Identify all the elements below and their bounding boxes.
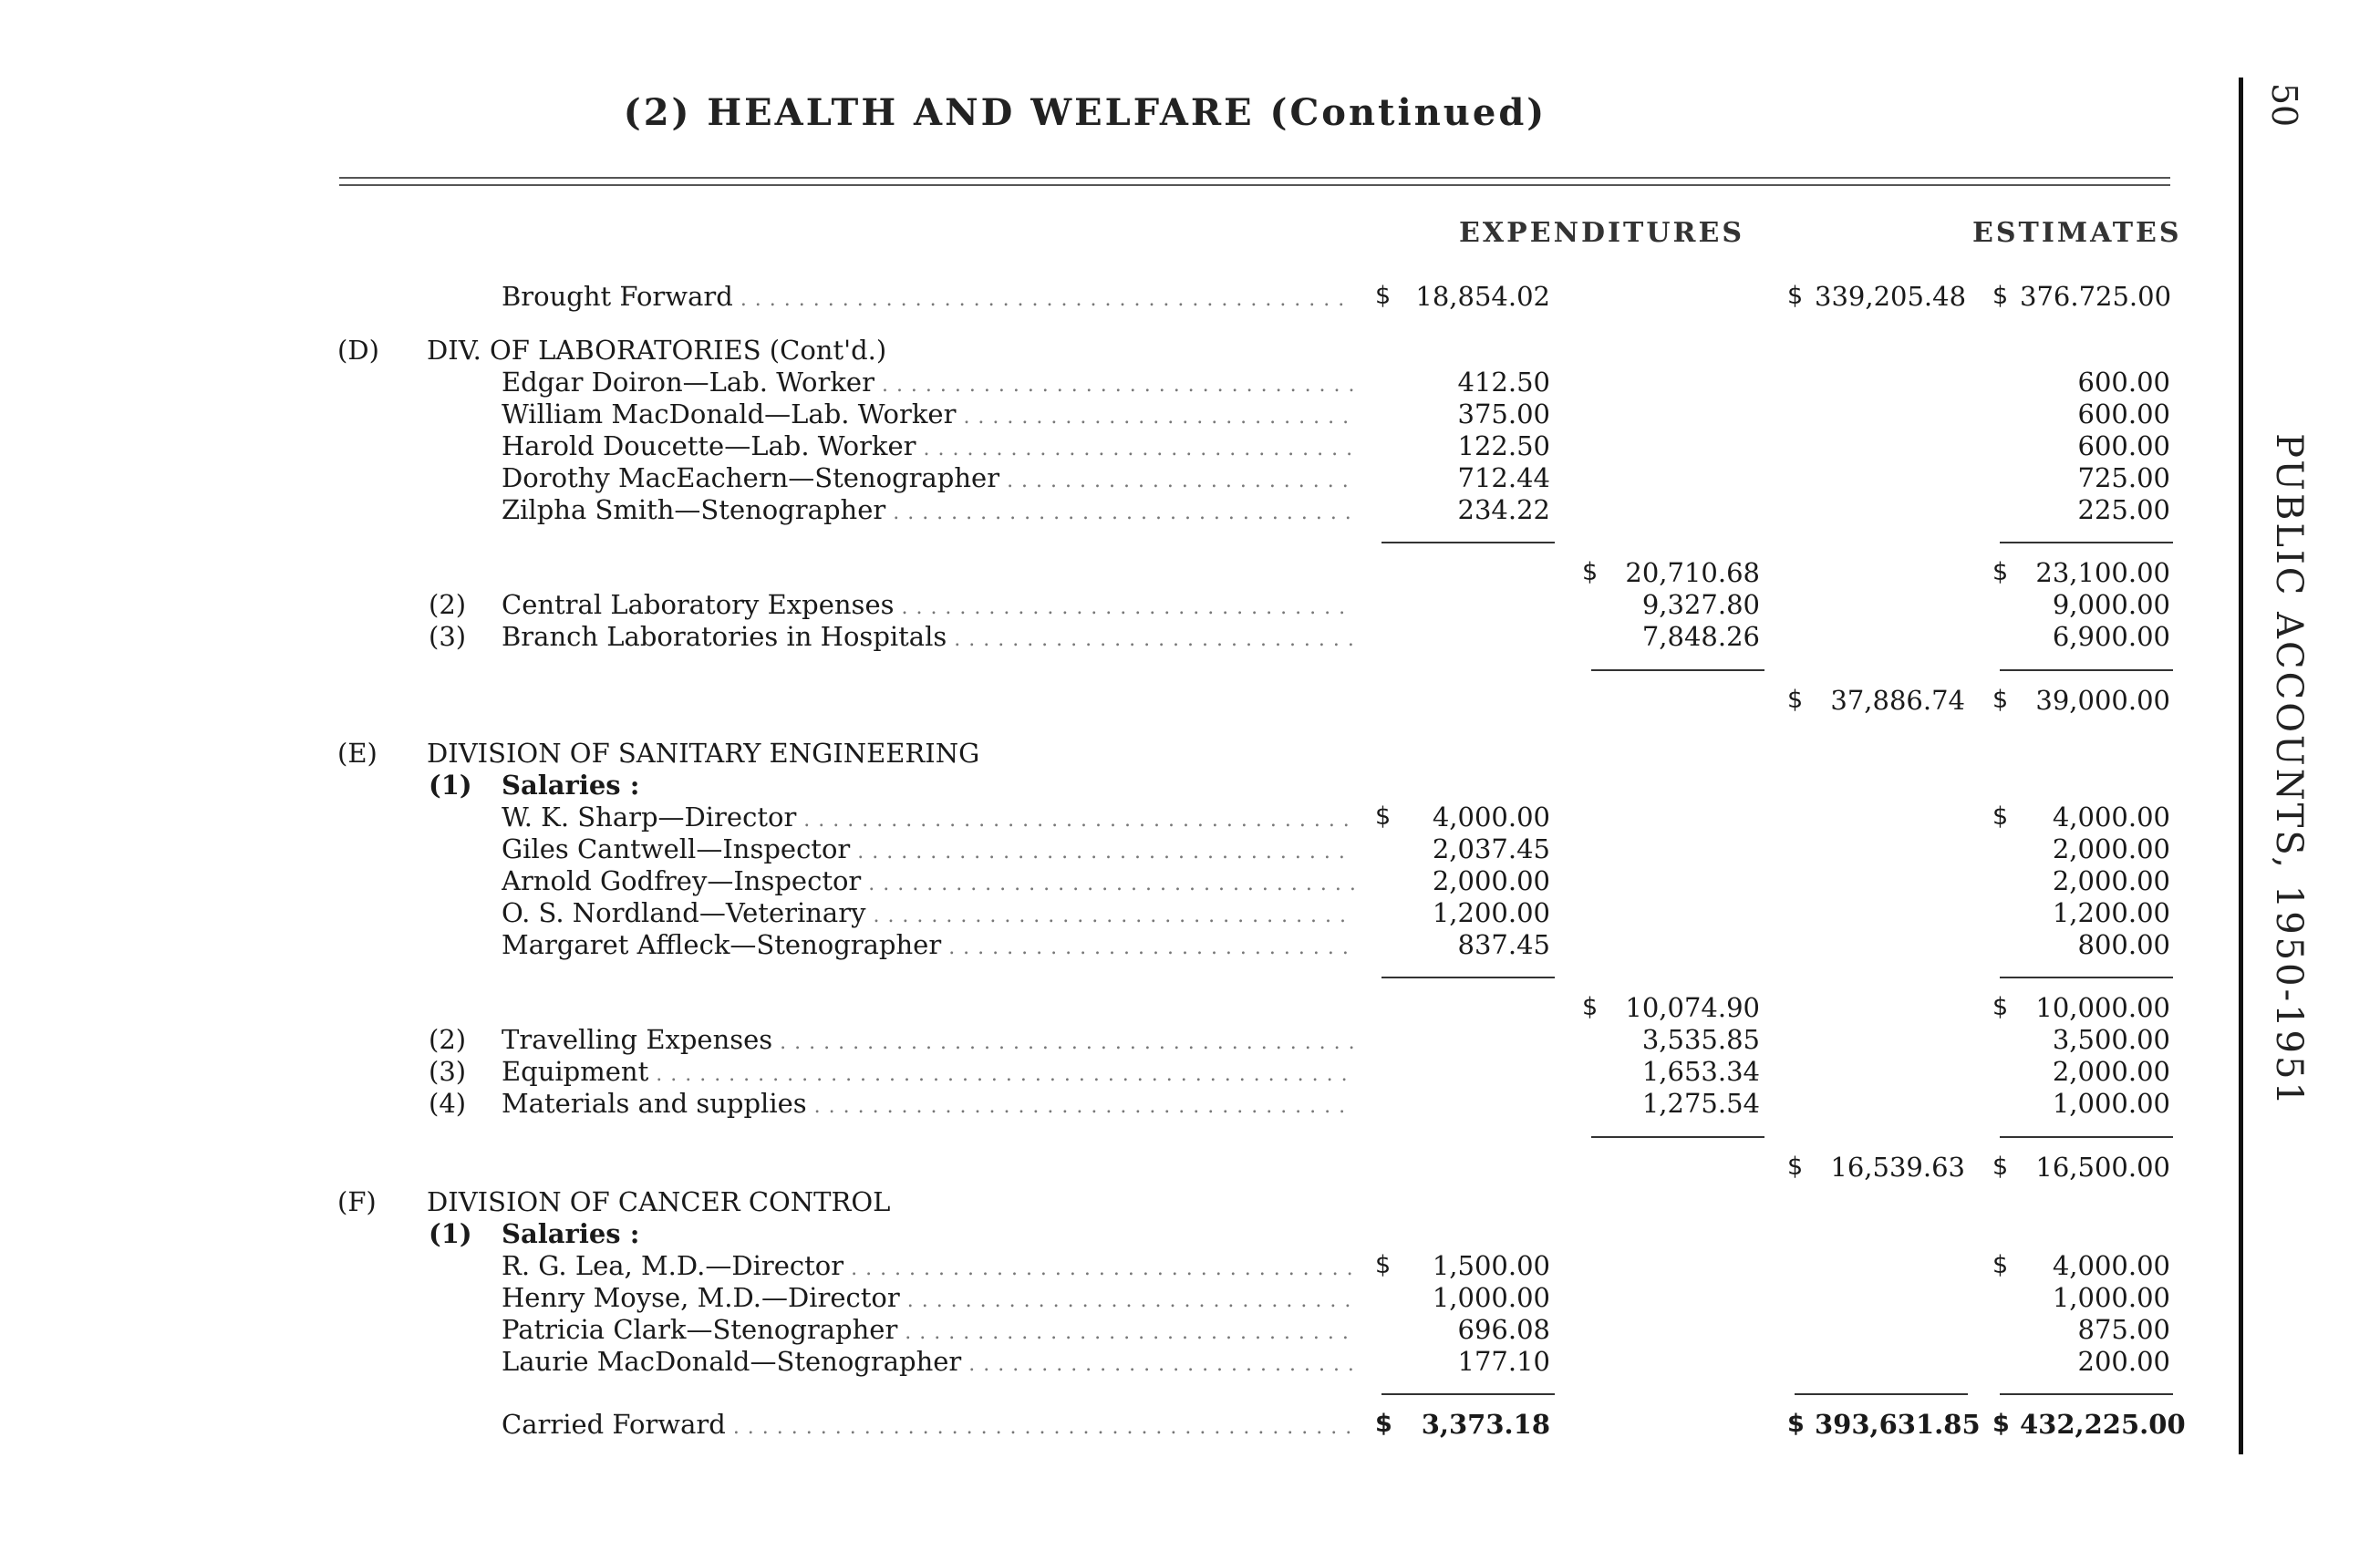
page-title: (2) HEALTH AND WELFARE (Continued) — [623, 91, 1547, 134]
expenditure-value: 1,653.34 — [1641, 1056, 1760, 1087]
section-heading-d — [0, 334, 2189, 367]
estimate-value: 4,000.00 — [2052, 802, 2170, 833]
expenditure-total: 37,886.74 — [1830, 685, 1965, 716]
row-label: Giles Cantwell—Inspector . . . — [502, 833, 1354, 869]
row-label: Carried Forward . . . — [502, 1408, 1354, 1444]
estimate-value: 2,000.00 — [2052, 1056, 2170, 1087]
item-number: (1) — [429, 1218, 472, 1249]
row-label: Brought Forward . . . — [502, 280, 1354, 316]
margin-bar — [2239, 78, 2243, 1454]
table-row — [0, 1281, 2189, 1314]
row-label: William MacDonald—Lab. Worker . . . — [502, 398, 1354, 434]
estimate-value: 2,000.00 — [2052, 833, 2170, 864]
dollar-sign: $ — [1787, 282, 1804, 310]
estimate-value: 725.00 — [2077, 462, 2170, 493]
row-label: Equipment . . . — [502, 1055, 1354, 1091]
section-total-row — [0, 684, 2189, 717]
dollar-sign: $ — [1375, 1251, 1392, 1279]
brought-forward-row — [0, 280, 2189, 313]
table-row — [0, 429, 2189, 462]
row-label: Dorothy MacEachern—Stenographer . . . — [502, 461, 1354, 498]
subtotal-row — [0, 556, 2189, 589]
item-number: (2) — [429, 589, 467, 620]
total-rule — [2000, 1136, 2173, 1138]
table-row — [0, 864, 2189, 897]
estimate-value: 9,000.00 — [2052, 589, 2170, 620]
expenditure-value: 2,000.00 — [1432, 865, 1550, 896]
total-rule — [1795, 1393, 1968, 1395]
estimate-value: 6,900.00 — [2052, 621, 2170, 652]
total-rule — [1381, 1393, 1555, 1395]
section-title: DIVISION OF SANITARY ENGINEERING — [427, 738, 980, 769]
row-label: Zilpha Smith—Stenographer . . . — [502, 493, 1354, 530]
title-rule-bottom — [339, 184, 2170, 186]
row-label: Henry Moyse, M.D.—Director . . . — [502, 1281, 1354, 1318]
dollar-sign: $ — [1992, 802, 2009, 831]
subtotal-rule — [2000, 542, 2173, 543]
dollar-sign: $ — [1992, 1410, 2010, 1438]
expenditures-header: EXPENDITURES — [1459, 217, 1744, 249]
estimate-value: 1,000.00 — [2052, 1282, 2170, 1313]
row-label: Arnold Godfrey—Inspector . . . — [502, 864, 1354, 901]
estimate-value: 1,000.00 — [2052, 1088, 2170, 1119]
subtotal-rule — [2000, 977, 2173, 978]
table-row — [0, 620, 2189, 653]
expenditure-value: 1,275.54 — [1641, 1088, 1760, 1119]
dollar-sign: $ — [1582, 993, 1599, 1021]
row-label: W. K. Sharp—Director . . . — [502, 801, 1354, 837]
estimate-value: 4,000.00 — [2052, 1250, 2170, 1281]
expenditure-value: 7,848.26 — [1641, 621, 1760, 652]
estimate-value: 2,000.00 — [2052, 865, 2170, 896]
section-letter: (E) — [337, 738, 378, 769]
total-rule — [2000, 669, 2173, 671]
dollar-sign: $ — [1375, 282, 1392, 310]
estimate-value: 376.725.00 — [2020, 281, 2172, 312]
estimate-subtotal: 23,100.00 — [2035, 557, 2170, 588]
dollar-sign: $ — [1992, 282, 2009, 310]
section-total-row — [0, 1151, 2189, 1184]
dollar-sign: $ — [1787, 1153, 1804, 1181]
estimate-value: 3,500.00 — [2052, 1024, 2170, 1055]
total-rule — [2000, 1393, 2173, 1395]
expenditure-subtotal: 20,710.68 — [1625, 557, 1760, 588]
item-number: (2) — [429, 1024, 467, 1055]
dollar-sign: $ — [1992, 1153, 2009, 1181]
subtotal-row — [0, 991, 2189, 1024]
section-title: DIVISION OF CANCER CONTROL — [427, 1186, 891, 1217]
row-label: Edgar Doiron—Lab. Worker . . . — [502, 366, 1354, 402]
row-label: Travelling Expenses . . . — [502, 1023, 1354, 1060]
row-label: Harold Doucette—Lab. Worker . . . — [502, 429, 1354, 466]
estimate-value: 600.00 — [2077, 430, 2170, 461]
section-letter: (D) — [337, 335, 379, 366]
estimate-subtotal: 10,000.00 — [2035, 992, 2170, 1023]
table-row — [0, 366, 2189, 398]
row-label: O. S. Nordland—Veterinary . . . — [502, 896, 1354, 933]
running-head: PUBLIC ACCOUNTS, 1950-1951 — [2268, 433, 2310, 1108]
table-row — [0, 398, 2189, 430]
item-number: (3) — [429, 1056, 467, 1087]
section-letter: (F) — [337, 1186, 377, 1217]
row-label: Laurie MacDonald—Stenographer . . . — [502, 1345, 1354, 1381]
table-row — [0, 896, 2189, 929]
row-label: R. G. Lea, M.D.—Director . . . — [502, 1249, 1354, 1286]
expenditure-value: 9,327.80 — [1641, 589, 1760, 620]
table-row — [0, 493, 2189, 526]
salaries-label: Salaries : — [502, 1218, 640, 1249]
expenditure-value: 3,535.85 — [1641, 1024, 1760, 1055]
estimate-value: 875.00 — [2077, 1314, 2170, 1345]
estimate-total: 16,500.00 — [2035, 1152, 2170, 1183]
estimate-value: 600.00 — [2077, 398, 2170, 429]
row-label: Materials and supplies . . . — [502, 1087, 1354, 1123]
table-row — [0, 1087, 2189, 1120]
expenditure-total: 16,539.63 — [1830, 1152, 1965, 1183]
expenditure-value: 18,854.02 — [1415, 281, 1550, 312]
table-row — [0, 1249, 2189, 1282]
dollar-sign: $ — [1787, 1410, 1805, 1438]
item-number: (1) — [429, 770, 472, 801]
table-row — [0, 588, 2189, 621]
expenditure-value: 1,200.00 — [1432, 897, 1550, 928]
section-title: DIV. OF LABORATORIES (Cont'd.) — [427, 335, 887, 366]
section-heading-f — [0, 1185, 2189, 1218]
table-row — [0, 928, 2189, 961]
subtotal-rule — [1381, 542, 1555, 543]
expenditure-value: 837.45 — [1457, 929, 1550, 960]
dollar-sign: $ — [1992, 686, 2009, 714]
table-row — [0, 801, 2189, 833]
row-label: Margaret Affleck—Stenographer . . . — [502, 928, 1354, 965]
expenditure-value: 412.50 — [1457, 367, 1550, 398]
subtotal-rule — [1381, 977, 1555, 978]
dollar-sign: $ — [1787, 686, 1804, 714]
section-heading-e — [0, 737, 2189, 770]
estimate-value: 225.00 — [2077, 494, 2170, 525]
dollar-sign: $ — [1375, 1410, 1392, 1438]
expenditure-value: 1,000.00 — [1432, 1282, 1550, 1313]
salaries-label: Salaries : — [502, 770, 640, 801]
expenditure-value: 375.00 — [1457, 398, 1550, 429]
estimate-total: 39,000.00 — [2035, 685, 2170, 716]
row-label: Patricia Clark—Stenographer . . . — [502, 1313, 1354, 1350]
table-row — [0, 1023, 2189, 1056]
dollar-sign: $ — [1992, 1251, 2009, 1279]
page-number: 50 — [2264, 82, 2304, 128]
title-rule-top — [339, 177, 2170, 179]
expenditure-value: 122.50 — [1457, 430, 1550, 461]
item-number: (4) — [429, 1088, 467, 1119]
expenditure-subtotal: 10,074.90 — [1625, 992, 1760, 1023]
row-label: Central Laboratory Expenses . . . — [502, 588, 1354, 625]
expenditure-value: 712.44 — [1457, 462, 1550, 493]
salaries-heading — [0, 1217, 2189, 1250]
table-row — [0, 1313, 2189, 1346]
row-label: Branch Laboratories in Hospitals . . . — [502, 620, 1354, 657]
dollar-sign: $ — [1582, 558, 1599, 586]
expenditure-value: 696.08 — [1457, 1314, 1550, 1345]
dollar-sign: $ — [1375, 802, 1392, 831]
estimate-value: 800.00 — [2077, 929, 2170, 960]
total-rule — [1591, 669, 1764, 671]
estimates-header: ESTIMATES — [1972, 217, 2182, 249]
expenditure-value: 234.22 — [1457, 494, 1550, 525]
estimate-value: 432,225.00 — [2020, 1409, 2186, 1440]
expenditure-value: 1,500.00 — [1432, 1250, 1550, 1281]
table-row — [0, 833, 2189, 865]
item-number: (3) — [429, 621, 467, 652]
table-row — [0, 1345, 2189, 1378]
expenditure-value: 2,037.45 — [1432, 833, 1550, 864]
table-row — [0, 1055, 2189, 1088]
dollar-sign: $ — [1992, 993, 2009, 1021]
expenditure-total: 393,631.85 — [1815, 1409, 1981, 1440]
carried-forward-row — [0, 1408, 2189, 1441]
estimate-value: 1,200.00 — [2052, 897, 2170, 928]
estimate-value: 600.00 — [2077, 367, 2170, 398]
estimate-value: 200.00 — [2077, 1346, 2170, 1377]
dollar-sign: $ — [1992, 558, 2009, 586]
expenditure-total: 339,205.48 — [1815, 281, 1967, 312]
total-rule — [1591, 1136, 1764, 1138]
expenditure-value: 3,373.18 — [1421, 1409, 1550, 1440]
expenditure-value: 177.10 — [1457, 1346, 1550, 1377]
expenditure-value: 4,000.00 — [1432, 802, 1550, 833]
table-row — [0, 461, 2189, 494]
salaries-heading — [0, 769, 2189, 802]
